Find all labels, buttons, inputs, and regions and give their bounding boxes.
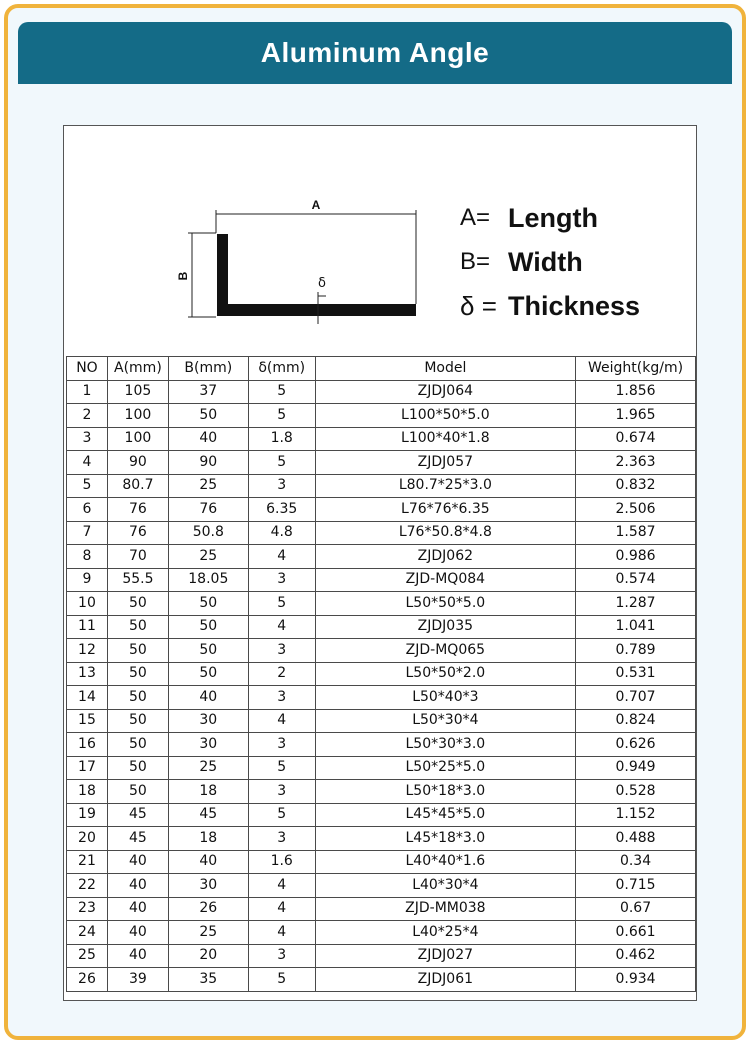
cell-model: L50*50*2.0 [315, 662, 575, 686]
legend-key: A= [460, 204, 491, 231]
cell-b: 30 [168, 874, 248, 898]
cell-delta: 5 [248, 592, 315, 616]
cell-weight: 2.363 [576, 451, 696, 475]
table-row [67, 850, 696, 874]
cell-no: 2 [67, 404, 108, 428]
cell-delta: 4 [248, 545, 315, 569]
cell-delta: 3 [248, 780, 315, 804]
cell-model: L50*30*4 [315, 709, 575, 733]
cell-no: 7 [67, 521, 108, 545]
cell-b: 50.8 [168, 521, 248, 545]
cell-weight: 1.287 [576, 592, 696, 616]
dim-label-b: B [176, 271, 190, 281]
table-row [67, 921, 696, 945]
cell-model: L40*30*4 [315, 874, 575, 898]
cell-no: 18 [67, 780, 108, 804]
cell-a: 50 [107, 709, 168, 733]
cell-no: 14 [67, 686, 108, 710]
cell-no: 21 [67, 850, 108, 874]
cell-model: L50*25*5.0 [315, 756, 575, 780]
table-body [67, 380, 696, 991]
cell-model: L76*50.8*4.8 [315, 521, 575, 545]
table-row [67, 780, 696, 804]
legend-row-width [460, 240, 640, 284]
page-title: Aluminum Angle [260, 37, 490, 68]
cell-weight: 0.531 [576, 662, 696, 686]
table-row [67, 709, 696, 733]
cell-model: L40*40*1.6 [315, 850, 575, 874]
legend-key: δ = [460, 290, 497, 321]
cell-no: 26 [67, 968, 108, 992]
cell-delta: 5 [248, 451, 315, 475]
cell-model: L76*76*6.35 [315, 498, 575, 522]
cell-a: 50 [107, 686, 168, 710]
cell-delta: 5 [248, 756, 315, 780]
cell-model: ZJDJ062 [315, 545, 575, 569]
cell-model: L100*50*5.0 [315, 404, 575, 428]
cell-b: 50 [168, 639, 248, 663]
cell-a: 40 [107, 921, 168, 945]
cell-a: 80.7 [107, 474, 168, 498]
cell-no: 3 [67, 427, 108, 451]
cell-b: 40 [168, 686, 248, 710]
cell-b: 18 [168, 780, 248, 804]
cell-delta: 4 [248, 874, 315, 898]
cell-model: L50*50*5.0 [315, 592, 575, 616]
cell-weight: 1.152 [576, 803, 696, 827]
cell-no: 8 [67, 545, 108, 569]
cell-no: 20 [67, 827, 108, 851]
cell-weight: 0.462 [576, 944, 696, 968]
table-row [67, 615, 696, 639]
table-row [67, 803, 696, 827]
profile-vertical-leg [217, 234, 228, 316]
cell-delta: 3 [248, 474, 315, 498]
col-header-delta: δ(mm) [248, 357, 315, 381]
table-header-row [67, 357, 696, 381]
cell-delta: 5 [248, 968, 315, 992]
cell-a: 100 [107, 404, 168, 428]
legend-value: Length [508, 202, 598, 233]
table-row [67, 662, 696, 686]
col-header-weight: Weight(kg/m) [576, 357, 696, 381]
cell-a: 40 [107, 874, 168, 898]
table-row [67, 733, 696, 757]
cell-b: 40 [168, 850, 248, 874]
cell-model: ZJD-MQ065 [315, 639, 575, 663]
cell-model: L50*40*3 [315, 686, 575, 710]
cell-a: 45 [107, 803, 168, 827]
cell-a: 50 [107, 662, 168, 686]
spec-panel [63, 125, 697, 1001]
cell-model: ZJDJ035 [315, 615, 575, 639]
cell-a: 50 [107, 615, 168, 639]
cell-b: 40 [168, 427, 248, 451]
cell-delta: 5 [248, 404, 315, 428]
table-row [67, 498, 696, 522]
title-banner [18, 22, 732, 84]
cell-model: L40*25*4 [315, 921, 575, 945]
cell-weight: 0.574 [576, 568, 696, 592]
cell-b: 26 [168, 897, 248, 921]
cell-a: 39 [107, 968, 168, 992]
cell-a: 70 [107, 545, 168, 569]
cell-weight: 0.934 [576, 968, 696, 992]
cell-b: 35 [168, 968, 248, 992]
cell-a: 76 [107, 521, 168, 545]
cell-delta: 2 [248, 662, 315, 686]
legend-row-length [460, 196, 640, 240]
cell-a: 40 [107, 897, 168, 921]
cell-delta: 3 [248, 568, 315, 592]
cell-no: 24 [67, 921, 108, 945]
cell-model: L50*30*3.0 [315, 733, 575, 757]
table-row [67, 827, 696, 851]
cell-model: ZJD-MM038 [315, 897, 575, 921]
cell-no: 17 [67, 756, 108, 780]
cell-weight: 0.949 [576, 756, 696, 780]
cell-model: ZJDJ057 [315, 451, 575, 475]
cell-b: 76 [168, 498, 248, 522]
table-row [67, 545, 696, 569]
table-row [67, 568, 696, 592]
cell-b: 30 [168, 733, 248, 757]
cell-b: 50 [168, 404, 248, 428]
cell-b: 25 [168, 545, 248, 569]
cell-weight: 0.832 [576, 474, 696, 498]
cell-weight: 0.34 [576, 850, 696, 874]
cell-no: 11 [67, 615, 108, 639]
legend-key: B= [460, 248, 491, 275]
cell-weight: 0.789 [576, 639, 696, 663]
col-header-no: NO [67, 357, 108, 381]
cell-weight: 0.488 [576, 827, 696, 851]
table-row [67, 686, 696, 710]
cell-a: 40 [107, 850, 168, 874]
cell-no: 4 [67, 451, 108, 475]
cell-b: 18 [168, 827, 248, 851]
cell-no: 1 [67, 380, 108, 404]
cell-no: 5 [67, 474, 108, 498]
cell-a: 50 [107, 780, 168, 804]
page-frame [4, 4, 746, 1040]
table-row [67, 639, 696, 663]
cell-b: 50 [168, 592, 248, 616]
cell-weight: 1.965 [576, 404, 696, 428]
cell-a: 50 [107, 756, 168, 780]
cell-a: 76 [107, 498, 168, 522]
cell-b: 30 [168, 709, 248, 733]
cell-delta: 1.8 [248, 427, 315, 451]
cell-no: 10 [67, 592, 108, 616]
cell-no: 16 [67, 733, 108, 757]
cell-model: L100*40*1.8 [315, 427, 575, 451]
cell-weight: 0.674 [576, 427, 696, 451]
cell-weight: 0.986 [576, 545, 696, 569]
cell-delta: 4.8 [248, 521, 315, 545]
table-row [67, 404, 696, 428]
cell-delta: 4 [248, 897, 315, 921]
cell-no: 9 [67, 568, 108, 592]
cell-delta: 3 [248, 686, 315, 710]
cell-model: ZJDJ061 [315, 968, 575, 992]
cell-b: 25 [168, 756, 248, 780]
cell-weight: 2.506 [576, 498, 696, 522]
cell-a: 50 [107, 733, 168, 757]
dim-label-delta: δ [318, 276, 326, 291]
cell-no: 19 [67, 803, 108, 827]
table-row [67, 592, 696, 616]
cell-weight: 1.041 [576, 615, 696, 639]
cell-weight: 0.824 [576, 709, 696, 733]
table-row [67, 521, 696, 545]
col-header-model: Model [315, 357, 575, 381]
table-row [67, 874, 696, 898]
cell-a: 100 [107, 427, 168, 451]
cell-weight: 0.707 [576, 686, 696, 710]
spec-table [66, 356, 696, 992]
cell-a: 50 [107, 592, 168, 616]
cell-model: L80.7*25*3.0 [315, 474, 575, 498]
cell-weight: 0.661 [576, 921, 696, 945]
cell-b: 25 [168, 474, 248, 498]
cell-delta: 5 [248, 803, 315, 827]
table-row [67, 451, 696, 475]
cell-model: ZJD-MQ084 [315, 568, 575, 592]
cell-b: 18.05 [168, 568, 248, 592]
col-header-a: A(mm) [107, 357, 168, 381]
table-row [67, 897, 696, 921]
cell-delta: 3 [248, 827, 315, 851]
cell-model: L45*45*5.0 [315, 803, 575, 827]
dimension-legend [460, 196, 640, 328]
cell-delta: 6.35 [248, 498, 315, 522]
cell-no: 15 [67, 709, 108, 733]
cell-a: 90 [107, 451, 168, 475]
cell-a: 105 [107, 380, 168, 404]
cell-delta: 1.6 [248, 850, 315, 874]
profile-horizontal-leg [217, 304, 416, 316]
cell-model: ZJDJ064 [315, 380, 575, 404]
cell-delta: 3 [248, 944, 315, 968]
cell-model: L50*18*3.0 [315, 780, 575, 804]
cell-a: 55.5 [107, 568, 168, 592]
cell-delta: 4 [248, 615, 315, 639]
cell-b: 20 [168, 944, 248, 968]
table-row [67, 380, 696, 404]
cell-b: 90 [168, 451, 248, 475]
table-row [67, 756, 696, 780]
cell-weight: 0.67 [576, 897, 696, 921]
cell-b: 50 [168, 615, 248, 639]
cell-a: 40 [107, 944, 168, 968]
cell-no: 23 [67, 897, 108, 921]
cell-weight: 0.626 [576, 733, 696, 757]
cell-a: 50 [107, 639, 168, 663]
cell-delta: 3 [248, 639, 315, 663]
cell-delta: 4 [248, 921, 315, 945]
cell-model: L45*18*3.0 [315, 827, 575, 851]
cell-no: 22 [67, 874, 108, 898]
cell-weight: 0.528 [576, 780, 696, 804]
cell-b: 45 [168, 803, 248, 827]
cell-no: 6 [67, 498, 108, 522]
table-row [67, 944, 696, 968]
legend-row-thickness [460, 284, 640, 328]
cell-no: 12 [67, 639, 108, 663]
cell-b: 25 [168, 921, 248, 945]
table-row [67, 427, 696, 451]
cell-weight: 1.856 [576, 380, 696, 404]
cell-b: 37 [168, 380, 248, 404]
cell-delta: 3 [248, 733, 315, 757]
angle-diagram [64, 126, 696, 356]
cell-delta: 5 [248, 380, 315, 404]
cell-weight: 0.715 [576, 874, 696, 898]
dim-label-a: A [311, 198, 321, 212]
cell-weight: 1.587 [576, 521, 696, 545]
cell-no: 13 [67, 662, 108, 686]
cell-delta: 4 [248, 709, 315, 733]
cell-no: 25 [67, 944, 108, 968]
table-row [67, 968, 696, 992]
col-header-b: B(mm) [168, 357, 248, 381]
table-row [67, 474, 696, 498]
cell-model: ZJDJ027 [315, 944, 575, 968]
cell-a: 45 [107, 827, 168, 851]
legend-value: Thickness [508, 290, 641, 321]
cell-b: 50 [168, 662, 248, 686]
legend-value: Width [508, 246, 583, 277]
